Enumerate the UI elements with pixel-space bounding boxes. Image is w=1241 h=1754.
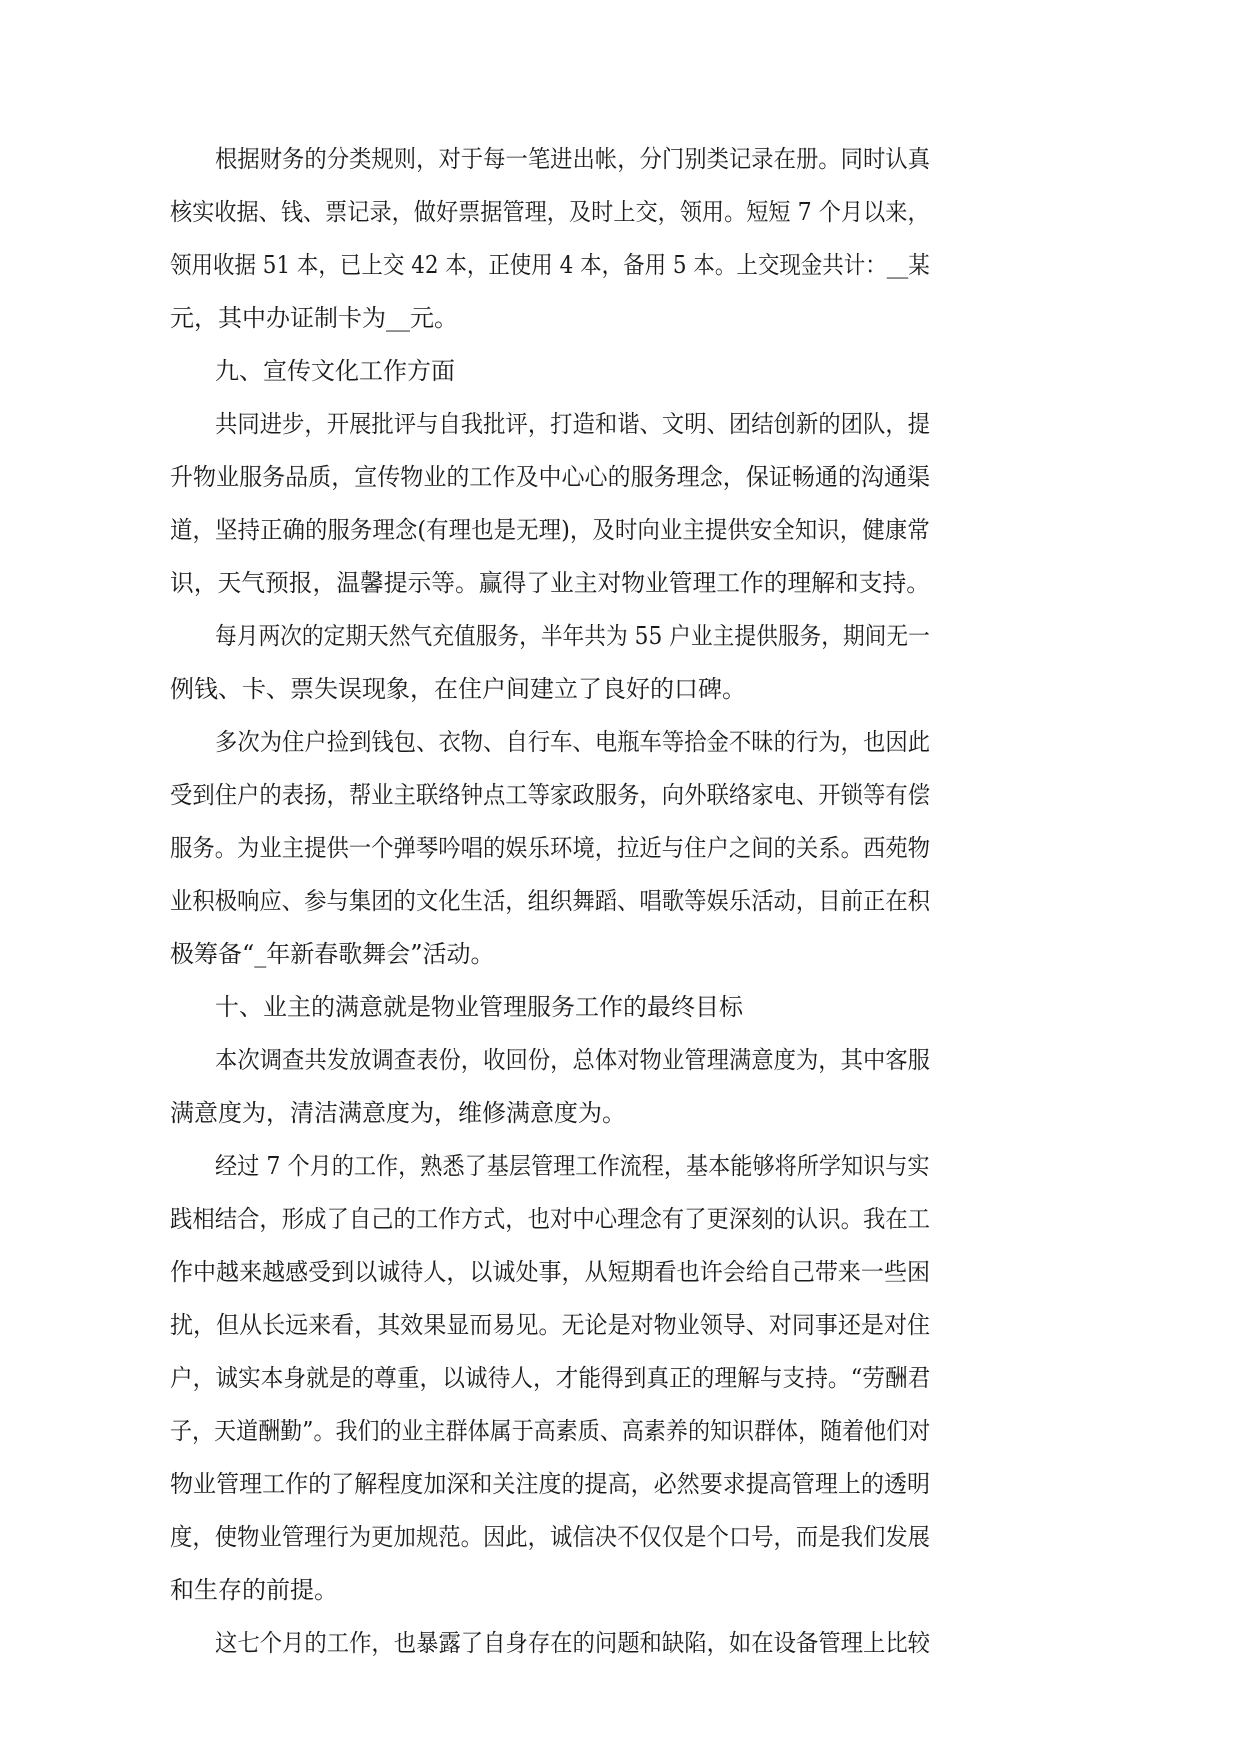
section-heading: 九、宣传文化工作方面	[215, 357, 455, 385]
text-line: 本次调查共发放调查表份，收回份，总体对物业管理满意度为，其中客服	[215, 1046, 931, 1074]
text-line: 共同进步，开展批评与自我批评，打造和谐、文明、团结创新的团队，提	[215, 410, 931, 438]
text-line: 服务。为业主提供一个弹琴吟唱的娱乐环境，拉近与住户之间的关系。西苑物	[170, 834, 931, 862]
text-line: 业积极响应、参与集团的文化生活，组织舞蹈、唱歌等娱乐活动，目前正在积	[170, 887, 931, 915]
section-heading: 十、业主的满意就是物业管理服务工作的最终目标	[215, 993, 743, 1021]
text-line: 识，天气预报，温馨提示等。赢得了业主对物业管理工作的理解和支持。	[170, 569, 931, 597]
text-line: 领用收据 51 本，已上交 42 本，正使用 4 本，备用 5 本。上交现金共计：__某	[170, 251, 930, 279]
text-line: 作中越来越感受到以诚待人，以诚处事，从短期看也许会给自己带来一些困	[170, 1258, 931, 1286]
text-line: 践相结合，形成了自己的工作方式，也对中心理念有了更深刻的认识。我在工	[170, 1205, 931, 1233]
text-line: 核实收据、钱、票记录，做好票据管理，及时上交，领用。短短 7 个月以来，	[170, 198, 930, 226]
text-line: 扰，但从长远来看，其效果显而易见。无论是对物业领导、对同事还是对住	[170, 1311, 931, 1339]
text-line: 受到住户的表扬，帮业主联络钟点工等家政服务，向外联络家电、开锁等有偿	[170, 781, 931, 809]
text-line: 物业管理工作的了解程度加深和关注度的提高，必然要求提高管理上的透明	[170, 1470, 931, 1498]
text-line: 这七个月的工作，也暴露了自身存在的问题和缺陷，如在设备管理上比较	[215, 1629, 931, 1657]
text-line: 度，使物业管理行为更加规范。因此，诚信决不仅仅是个口号，而是我们发展	[170, 1523, 931, 1551]
text-line: 根据财务的分类规则，对于每一笔进出帐，分门别类记录在册。同时认真	[215, 145, 931, 173]
text-line: 满意度为，清洁满意度为，维修满意度为。	[170, 1099, 626, 1127]
text-line: 例钱、卡、票失误现象，在住户间建立了良好的口碑。	[170, 675, 746, 703]
text-line: 户，诚实本身就是的尊重，以诚待人，才能得到真正的理解与支持。“劳酬君	[170, 1364, 931, 1392]
text-line: 多次为住户捡到钱包、衣物、自行车、电瓶车等拾金不昧的行为，也因此	[215, 728, 931, 756]
text-line: 道，坚持正确的服务理念(有理也是无理)，及时向业主提供安全知识，健康常	[170, 516, 930, 544]
text-line: 极筹备“_年新春歌舞会”活动。	[170, 940, 495, 968]
text-line: 元，其中办证制卡为__元。	[170, 304, 458, 332]
text-line: 经过 7 个月的工作，熟悉了基层管理工作流程，基本能够将所学知识与实	[215, 1152, 930, 1180]
text-line: 升物业服务品质，宣传物业的工作及中心心的服务理念，保证畅通的沟通渠	[170, 463, 931, 491]
text-line: 子，天道酬勤”。我们的业主群体属于高素质、高素养的知识群体，随着他们对	[170, 1417, 931, 1445]
text-line: 和生存的前提。	[170, 1576, 338, 1604]
text-line: 每月两次的定期天然气充值服务，半年共为 55 户业主提供服务，期间无一	[215, 622, 930, 650]
